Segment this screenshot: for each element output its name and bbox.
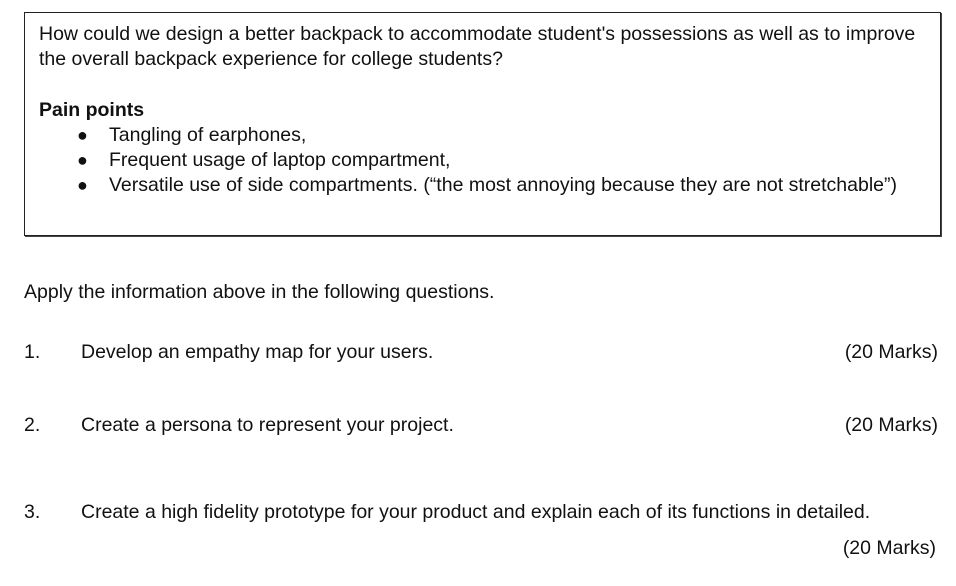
pain-point-text: Versatile use of side compartments. (“the most annoying because they are not stretchable”) [109, 174, 897, 196]
question-number: 1. [24, 341, 41, 363]
pain-points-heading: Pain points [39, 99, 145, 121]
question-marks: (20 Marks) [842, 537, 936, 559]
pain-point-text: Tangling of earphones, [109, 124, 307, 146]
question-marks: (20 Marks) [844, 414, 938, 436]
question-number: 2. [24, 414, 41, 436]
question-marks: (20 Marks) [844, 341, 938, 363]
bullet-icon: ● [77, 125, 88, 145]
instructions-text: Apply the information above in the following questions. [24, 281, 495, 303]
bullet-icon: ● [77, 150, 88, 170]
bullet-icon: ● [77, 175, 88, 195]
pain-point-item [39, 173, 928, 198]
question-item [24, 340, 938, 365]
question-text: Create a high fidelity prototype for your product and explain each of its functions in detailed. [81, 501, 871, 523]
question-text: Create a persona to represent your project. [81, 414, 454, 436]
pain-point-item [39, 123, 928, 148]
pain-point-text: Frequent usage of laptop compartment, [109, 149, 451, 171]
question-number: 3. [24, 501, 41, 523]
pain-points-list [39, 123, 928, 198]
context-box [24, 12, 941, 236]
question-text: Develop an empathy map for your users. [81, 341, 434, 363]
question-item [24, 413, 938, 438]
pain-point-item [39, 148, 928, 173]
question-item [24, 500, 938, 525]
design-question: How could we design a better backpack to accommodate student's possessions as well as to improve the overall backpack experience for college students? [39, 23, 916, 70]
